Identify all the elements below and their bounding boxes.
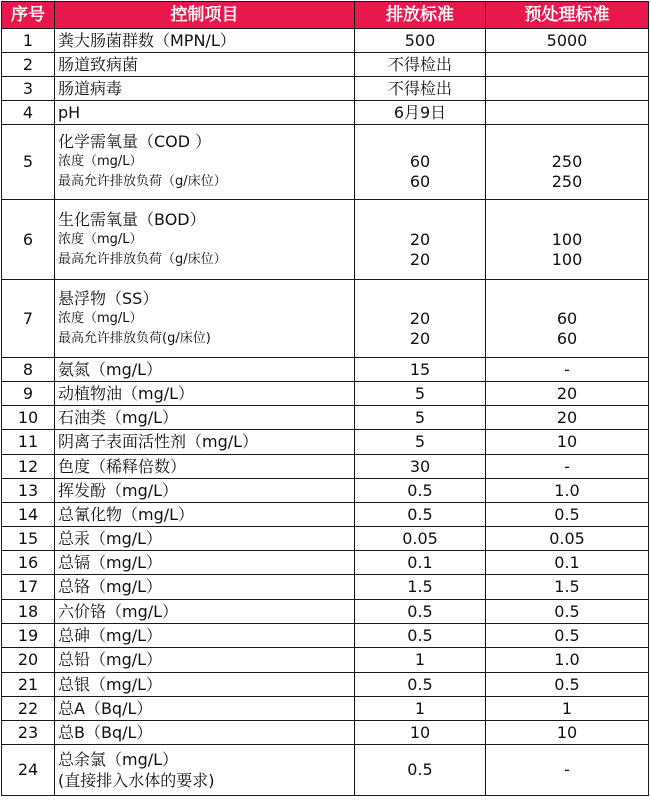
item-cell	[55, 745, 355, 796]
header-row	[2, 2, 649, 29]
table-row	[2, 600, 649, 624]
pretreat-cell: 10	[486, 721, 649, 745]
seq-cell: 3	[2, 77, 55, 101]
seq-cell: 2	[2, 53, 55, 77]
table-row	[2, 479, 649, 503]
pretreat-cell: -	[486, 745, 649, 796]
table-row	[2, 101, 649, 125]
discharge-cell: 1	[355, 697, 486, 721]
table-row	[2, 551, 649, 575]
discharge-cell: 不得检出	[355, 77, 486, 101]
item-cell: 阴离子表面活性剂（mg/L）	[55, 430, 355, 455]
seq-cell: 4	[2, 101, 55, 125]
pretreat-cell	[486, 77, 649, 101]
table-row	[2, 382, 649, 406]
item-cell	[55, 125, 355, 200]
discharge-cell: 0.5	[355, 673, 486, 697]
header-pretreat: 预处理标准	[486, 2, 649, 29]
item-title: 总余氯（mg/L）	[58, 750, 179, 769]
table-row	[2, 406, 649, 430]
item-note: (直接排入水体的要求)	[58, 771, 215, 790]
item-sub-load: 最高允许排放负荷(g/床位)	[58, 330, 211, 346]
item-cell: pH	[55, 101, 355, 125]
item-cell: 六价铬（mg/L）	[55, 600, 355, 624]
item-cell: 总氰化物（mg/L）	[55, 503, 355, 527]
discharge-cell: 0.5	[355, 479, 486, 503]
standards-table	[1, 1, 649, 796]
pretreat-cell: 0.05	[486, 527, 649, 551]
discharge-concentration: 60	[409, 152, 431, 171]
seq-cell: 6	[2, 200, 55, 280]
discharge-cell: 5	[355, 382, 486, 406]
discharge-cell: 30	[355, 455, 486, 479]
table-row	[2, 503, 649, 527]
discharge-load: 20	[409, 249, 431, 269]
discharge-cell: 0.5	[355, 624, 486, 648]
item-cell: 氨氮（mg/L）	[55, 358, 355, 382]
pretreat-load: 100	[551, 249, 583, 269]
seq-cell: 10	[2, 406, 55, 430]
pretreat-cell: 0.1	[486, 551, 649, 575]
seq-cell: 14	[2, 503, 55, 527]
table-row	[2, 77, 649, 101]
pretreat-cell: 0.5	[486, 624, 649, 648]
discharge-cell: 5	[355, 430, 486, 455]
discharge-cell	[355, 200, 486, 280]
table-row	[2, 455, 649, 479]
seq-cell: 7	[2, 280, 55, 358]
item-cell: 石油类（mg/L）	[55, 406, 355, 430]
table-row	[2, 358, 649, 382]
seq-cell: 5	[2, 125, 55, 200]
item-cell: 总铅（mg/L）	[55, 648, 355, 673]
item-cell: 挥发酚（mg/L）	[55, 479, 355, 503]
item-cell: 总A（Bq/L）	[55, 697, 355, 721]
pretreat-cell	[486, 53, 649, 77]
header-discharge: 排放标准	[355, 2, 486, 29]
table-row	[2, 29, 649, 53]
item-cell	[55, 200, 355, 280]
pretreat-concentration: 100	[551, 229, 583, 249]
table-row	[2, 430, 649, 455]
table-row	[2, 673, 649, 697]
table-row	[2, 527, 649, 551]
item-cell: 总B（Bq/L）	[55, 721, 355, 745]
item-title: 生化需氧量（BOD）	[58, 209, 206, 229]
table-row	[2, 125, 649, 200]
table-row	[2, 280, 649, 358]
table-row	[2, 624, 649, 648]
header-seq: 序号	[2, 2, 55, 29]
table-row	[2, 721, 649, 745]
item-title: 悬浮物（SS）	[58, 288, 159, 308]
item-sub-concentration: 浓度（mg/L）	[58, 310, 143, 326]
table-row	[2, 745, 649, 796]
seq-cell: 9	[2, 382, 55, 406]
pretreat-cell: -	[486, 358, 649, 382]
pretreat-cell: -	[486, 455, 649, 479]
seq-cell: 13	[2, 479, 55, 503]
item-title: 化学需氧量（COD ）	[58, 132, 212, 151]
pretreat-cell: 0.5	[486, 673, 649, 697]
pretreat-load: 250	[551, 172, 583, 191]
item-cell: 总镉（mg/L）	[55, 551, 355, 575]
discharge-load: 60	[409, 172, 431, 191]
seq-cell: 21	[2, 673, 55, 697]
pretreat-cell	[486, 125, 649, 200]
discharge-cell: 15	[355, 358, 486, 382]
table-row	[2, 575, 649, 600]
seq-cell: 23	[2, 721, 55, 745]
item-cell: 肠道致病菌	[55, 53, 355, 77]
seq-cell: 16	[2, 551, 55, 575]
pretreat-cell	[486, 280, 649, 358]
pretreat-cell: 1.0	[486, 479, 649, 503]
item-cell	[55, 280, 355, 358]
discharge-cell	[355, 125, 486, 200]
discharge-load: 20	[409, 328, 431, 348]
discharge-cell: 不得检出	[355, 53, 486, 77]
header-item: 控制项目	[55, 2, 355, 29]
seq-cell: 24	[2, 745, 55, 796]
seq-cell: 12	[2, 455, 55, 479]
pretreat-cell: 20	[486, 406, 649, 430]
discharge-concentration: 20	[409, 229, 431, 249]
discharge-cell: 0.1	[355, 551, 486, 575]
seq-cell: 19	[2, 624, 55, 648]
seq-cell: 15	[2, 527, 55, 551]
table-row	[2, 648, 649, 673]
pretreat-concentration: 250	[551, 152, 583, 171]
discharge-cell: 0.5	[355, 600, 486, 624]
pretreat-cell: 20	[486, 382, 649, 406]
pretreat-concentration: 60	[556, 308, 578, 328]
item-cell: 肠道病毒	[55, 77, 355, 101]
pretreat-cell: 1.0	[486, 648, 649, 673]
discharge-cell: 10	[355, 721, 486, 745]
item-cell: 总砷（mg/L）	[55, 624, 355, 648]
discharge-cell	[355, 280, 486, 358]
discharge-cell: 0.5	[355, 745, 486, 796]
item-cell: 总汞（mg/L）	[55, 527, 355, 551]
item-sub-load: 最高允许排放负荷（g/床位）	[58, 251, 227, 267]
table-row	[2, 697, 649, 721]
item-sub-load: 最高允许排放负荷（g/床位）	[58, 174, 227, 189]
item-cell: 粪大肠菌群数（MPN/L）	[55, 29, 355, 53]
discharge-cell: 500	[355, 29, 486, 53]
discharge-cell: 0.5	[355, 503, 486, 527]
discharge-cell: 0.05	[355, 527, 486, 551]
pretreat-cell: 0.5	[486, 600, 649, 624]
item-cell: 总银（mg/L）	[55, 673, 355, 697]
seq-cell: 8	[2, 358, 55, 382]
pretreat-cell	[486, 200, 649, 280]
item-sub-concentration: 浓度（mg/L）	[58, 154, 143, 169]
discharge-cell: 1.5	[355, 575, 486, 600]
seq-cell: 17	[2, 575, 55, 600]
discharge-concentration: 20	[409, 308, 431, 328]
seq-cell: 11	[2, 430, 55, 455]
seq-cell: 20	[2, 648, 55, 673]
pretreat-cell: 10	[486, 430, 649, 455]
pretreat-cell: 1.5	[486, 575, 649, 600]
seq-cell: 22	[2, 697, 55, 721]
seq-cell: 18	[2, 600, 55, 624]
item-sub-concentration: 浓度（mg/L）	[58, 231, 143, 247]
table-row	[2, 53, 649, 77]
pretreat-cell: 5000	[486, 29, 649, 53]
pretreat-cell: 1	[486, 697, 649, 721]
item-cell: 总铬（mg/L）	[55, 575, 355, 600]
item-cell: 色度（稀释倍数）	[55, 455, 355, 479]
discharge-cell: 1	[355, 648, 486, 673]
seq-cell: 1	[2, 29, 55, 53]
table-row	[2, 200, 649, 280]
pretreat-load: 60	[556, 328, 578, 348]
item-cell: 动植物油（mg/L）	[55, 382, 355, 406]
pretreat-cell	[486, 101, 649, 125]
discharge-cell: 5	[355, 406, 486, 430]
discharge-cell: 6月9日	[355, 101, 486, 125]
pretreat-cell: 0.5	[486, 503, 649, 527]
